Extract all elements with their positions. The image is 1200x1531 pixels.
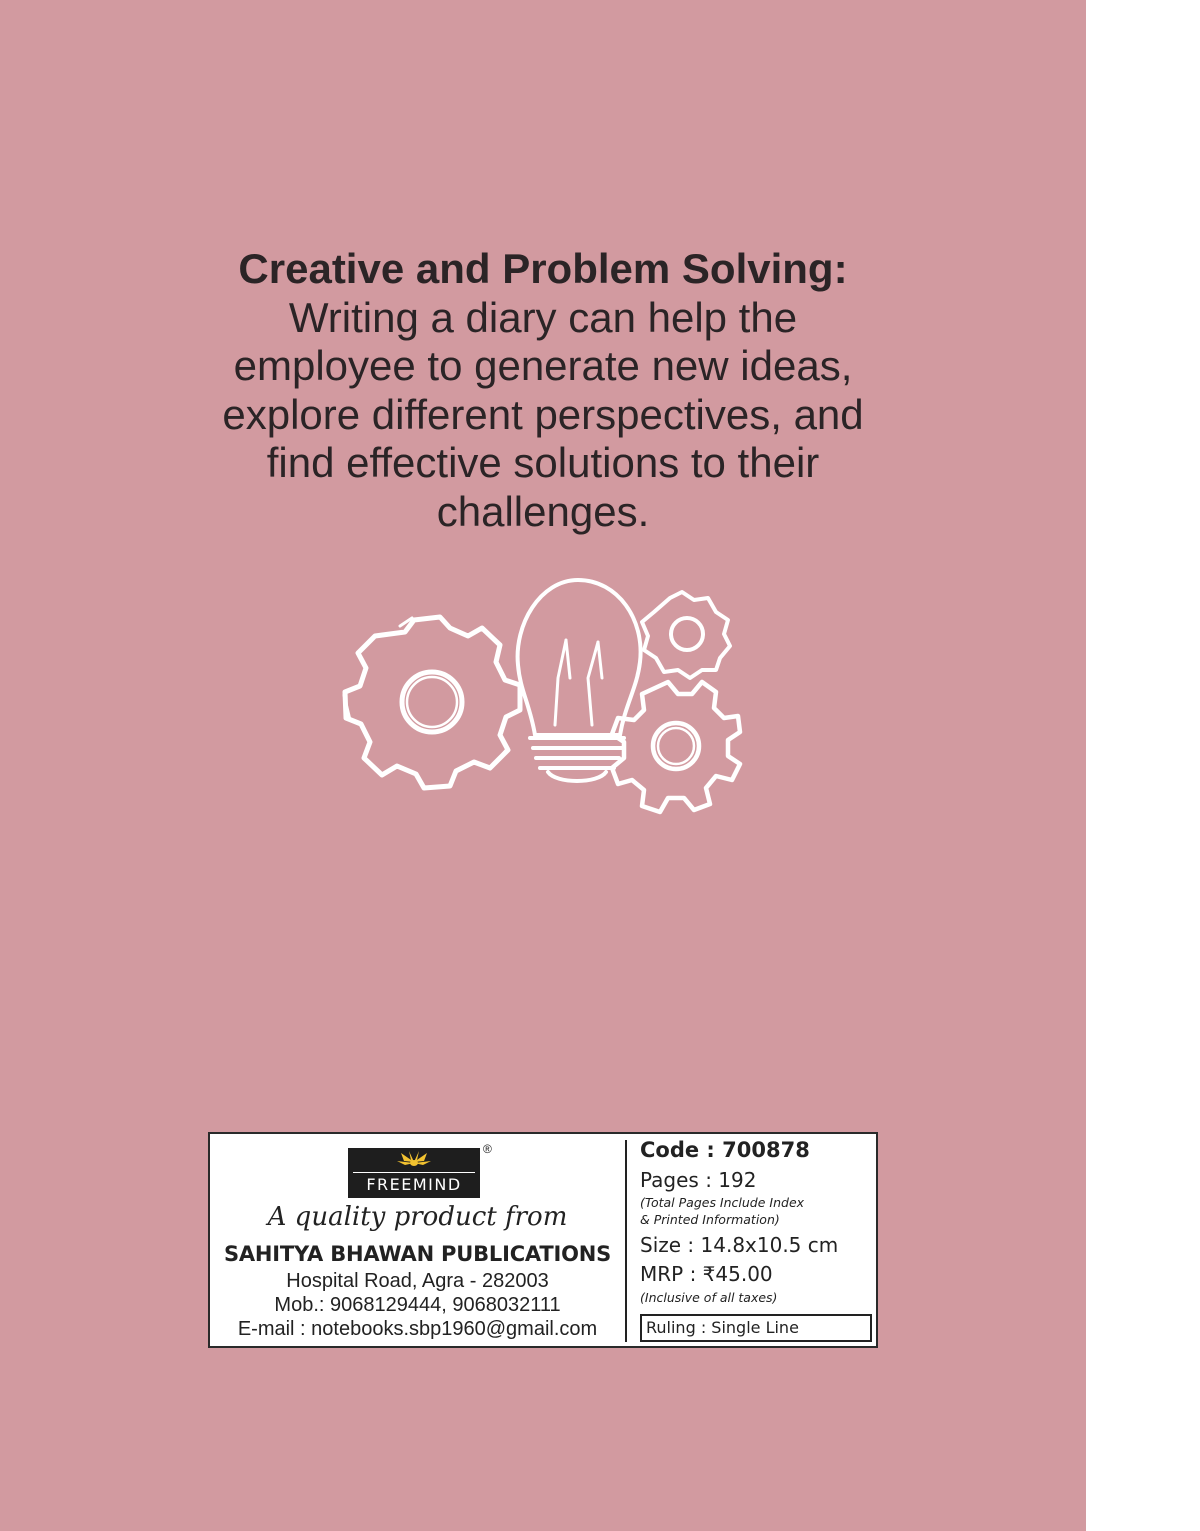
freemind-logo xyxy=(348,1148,480,1198)
product-code: Code : 700878 xyxy=(640,1138,810,1162)
large-gear-icon xyxy=(344,617,520,788)
cover-quote xyxy=(0,245,1086,536)
sunburst-logo-icon xyxy=(349,1149,479,1173)
mrp-note: (Inclusive of all taxes) xyxy=(640,1290,778,1305)
quote-heading: Creative and Problem Solving: xyxy=(238,245,848,292)
small-gear-icon xyxy=(642,592,730,678)
publisher-name: SAHITYA BHAWAN PUBLICATIONS xyxy=(223,1242,612,1266)
gears-and-lightbulb-icon xyxy=(330,570,760,830)
publisher-mobile: Mob.: 9068129444, 9068032111 xyxy=(274,1294,561,1316)
pages-note-1: (Total Pages Include Index xyxy=(640,1195,805,1210)
publisher-email: E-mail : notebooks.sbp1960@gmail.com xyxy=(237,1318,598,1340)
quote-line-3: explore different perspectives, and xyxy=(222,390,864,438)
tagline: A quality product from xyxy=(267,1202,568,1232)
pages-note-2: & Printed Information) xyxy=(640,1212,780,1227)
ruling-spec: Ruling : Single Line xyxy=(640,1314,872,1342)
logo-text: FREEMIND xyxy=(366,1175,462,1194)
label-divider xyxy=(625,1140,627,1342)
logo-divider xyxy=(353,1172,475,1173)
page-count: Pages : 192 xyxy=(640,1168,757,1192)
publisher-address: Hospital Road, Agra - 282003 xyxy=(286,1270,549,1292)
registered-mark: ® xyxy=(483,1142,492,1156)
quote-line-5: challenges. xyxy=(436,487,650,535)
quote-line-2: employee to generate new ideas, xyxy=(233,342,853,389)
size-spec: Size : 14.8x10.5 cm xyxy=(640,1233,839,1257)
quote-line-1: Writing a diary can help the xyxy=(288,293,798,341)
publisher-label xyxy=(208,1132,878,1348)
mrp-price: MRP : ₹45.00 xyxy=(640,1262,773,1286)
quote-line-4: find effective solutions to their xyxy=(266,439,820,486)
